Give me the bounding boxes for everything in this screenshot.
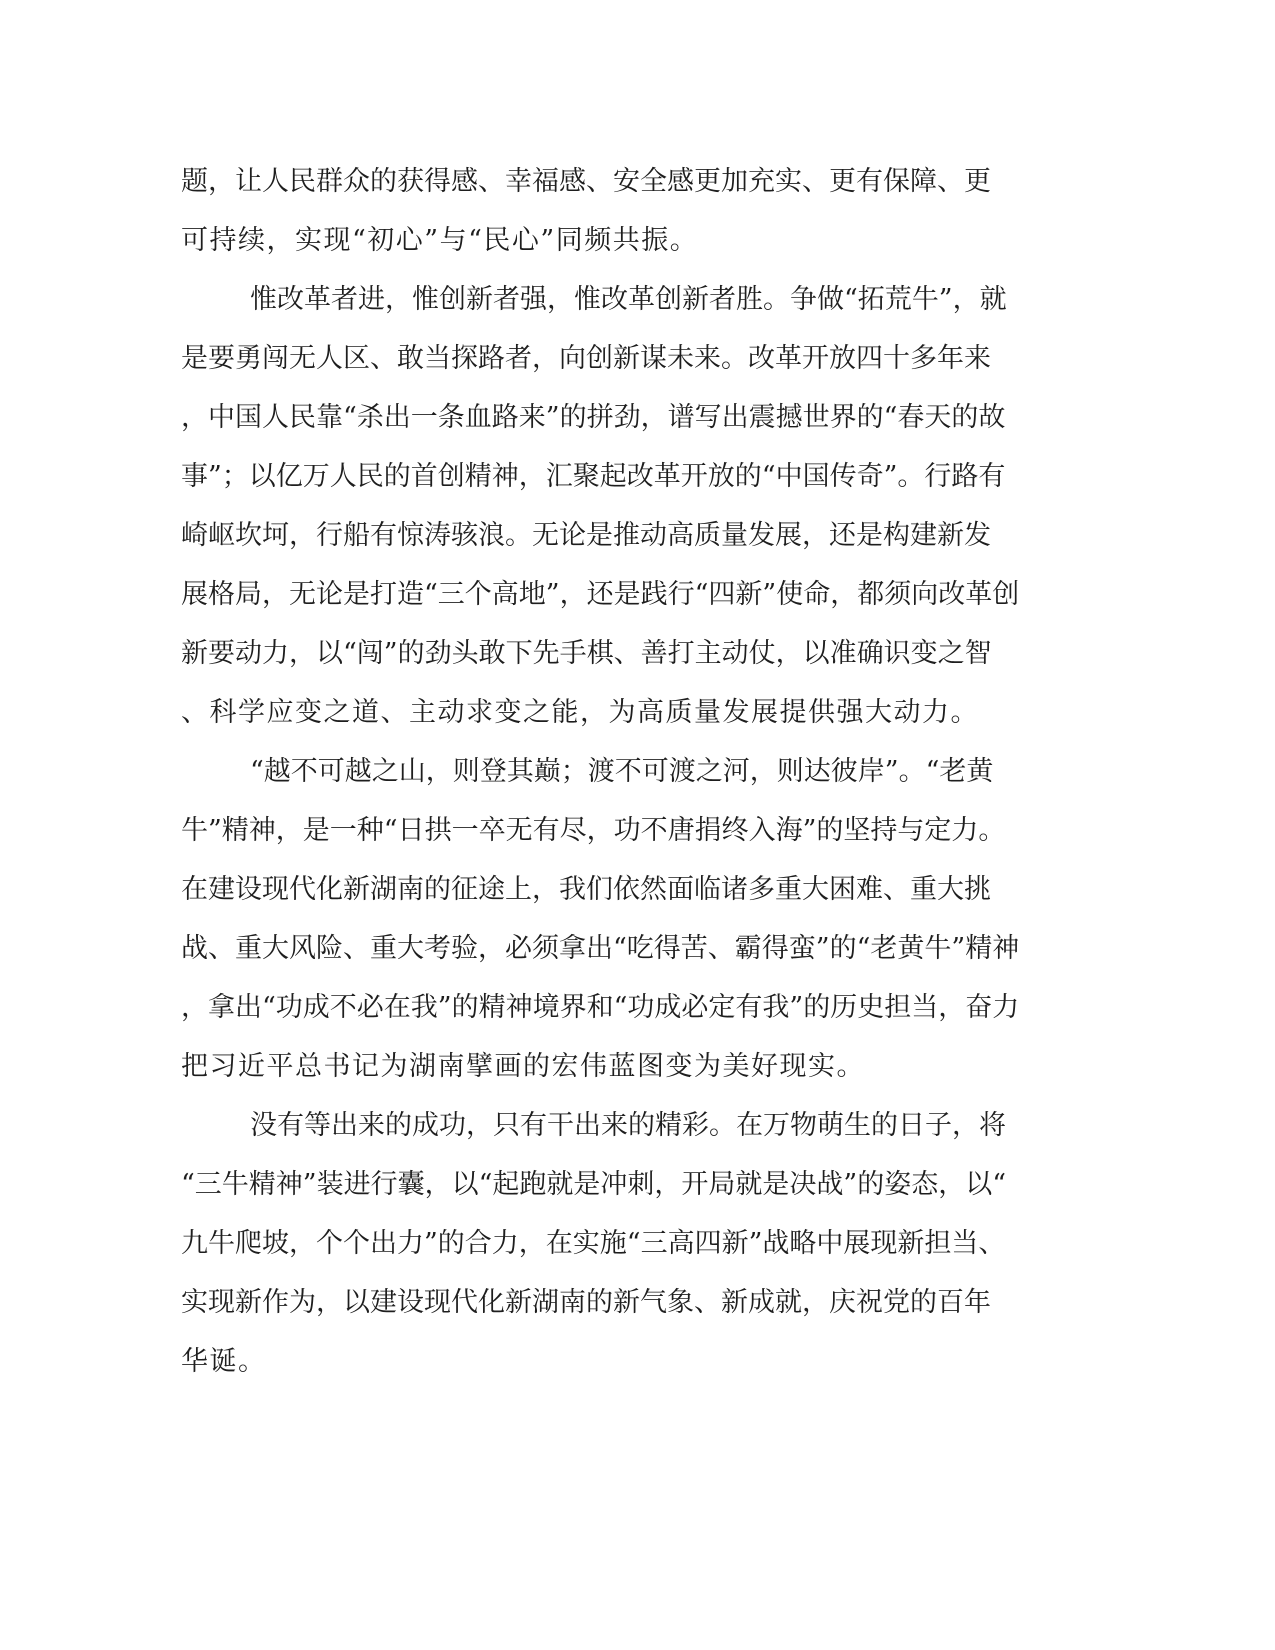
text-line: 战、重大风险、重大考验，必须拿出“吃得苦、霸得蛮”的“老黄牛”精神 [181,933,1020,964]
text-line: 崎岖坎坷，行船有惊涛骇浪。无论是推动高质量发展，还是构建新发 [181,520,991,551]
text-line: 新要动力，以“闯”的劲头敢下先手棋、善打主动仗，以准确识变之智 [181,638,992,669]
text-line: ，中国人民靠“杀出一条血路来”的拼劲，谱写出震撼世界的“春天的故 [181,402,1006,433]
text-line: 把习近平总书记为湖南擘画的宏伟蓝图变为美好现实。 [181,1051,865,1082]
text-line: 题，让人民群众的获得感、幸福感、安全感更加充实、更有保障、更 [181,166,991,197]
text-line: 九牛爬坡，个个出力”的合力，在实施“三高四新”战略中展现新担当、 [181,1228,1006,1259]
text-line: 展格局，无论是打造“三个高地”，还是践行“四新”使命，都须向改革创 [181,579,1020,610]
text-line: 华诞。 [181,1346,267,1377]
text-line: 事”；以亿万人民的首创精神，汇聚起改革开放的“中国传奇”。行路有 [181,461,1006,492]
text-line: “越不可越之山，则登其巅；渡不可渡之河，则达彼岸”。“老黄 [250,756,994,787]
text-line: 可持续，实现“初心”与“民心”同频共振。 [181,225,699,256]
text-line: 实现新作为，以建设现代化新湖南的新气象、新成就，庆祝党的百年 [181,1287,991,1318]
text-line: 没有等出来的成功，只有干出来的精彩。在万物萌生的日子，将 [250,1110,1006,1141]
text-line: 、科学应变之道、主动求变之能，为高质量发展提供强大动力。 [181,697,979,728]
text-line: 牛”精神，是一种“日拱一卒无有尽，功不唐捐终入海”的坚持与定力。 [181,815,1006,846]
text-line: 惟改革者进，惟创新者强，惟改革创新者胜。争做“拓荒牛”，就 [250,284,1007,315]
text-line: ，拿出“功成不必在我”的精神境界和“功成必定有我”的历史担当，奋力 [181,992,1020,1023]
text-line: 是要勇闯无人区、敢当探路者，向创新谋未来。改革开放四十多年来 [181,343,991,374]
text-line: “三牛精神”装进行囊，以“起跑就是冲刺，开局就是决战”的姿态，以“ [181,1169,1007,1200]
text-line: 在建设现代化新湖南的征途上，我们依然面临诸多重大困难、重大挑 [181,874,991,905]
